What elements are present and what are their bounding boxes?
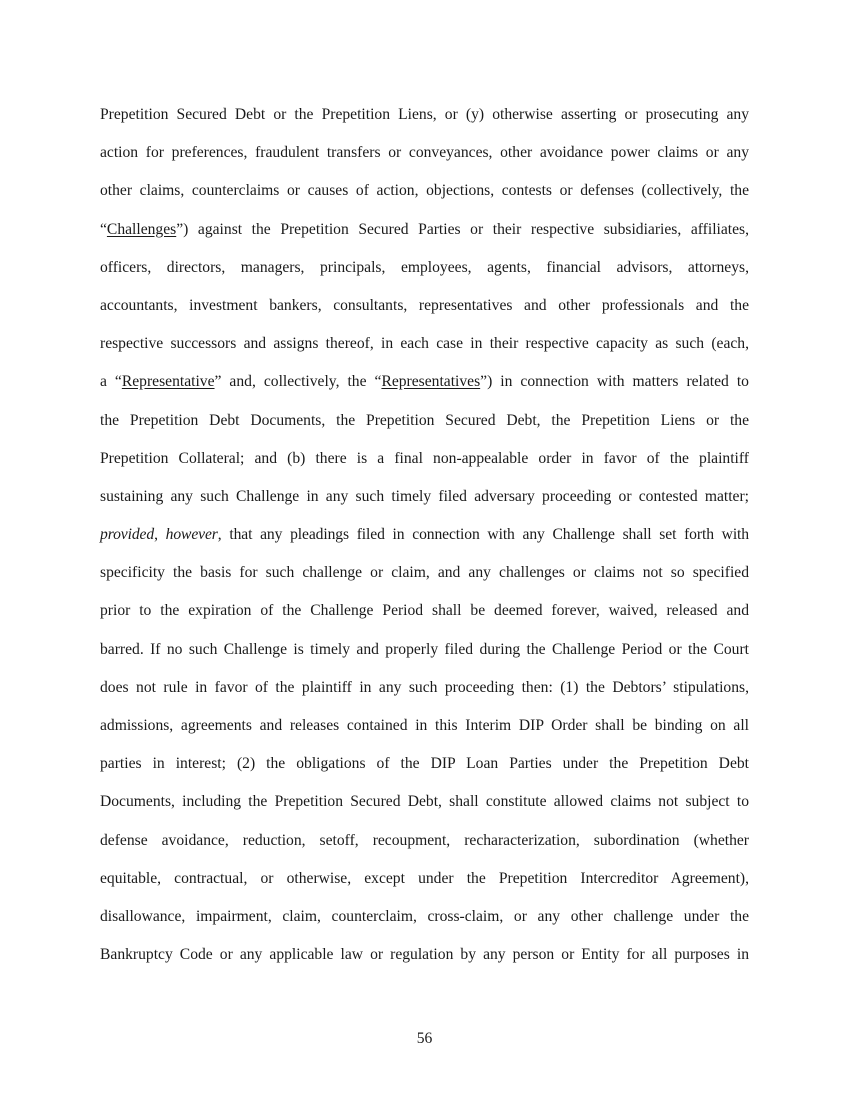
defined-term: Representative <box>121 373 215 391</box>
text-line <box>100 287 749 325</box>
text-line <box>100 211 749 249</box>
text-run: sustaining any such Challenge in any such timely filed adversary proceeding or contested matter; <box>100 487 749 505</box>
text-run: the Prepetition Debt Documents, the Prepetition Secured Debt, the Prepetition Liens or the <box>100 411 749 429</box>
text-run: ”) against the Prepetition Secured Parties or their respective subsidiaries, affiliates, <box>176 220 749 238</box>
text-run: Prepetition Secured Debt or the Prepetition Liens, or (y) otherwise asserting or prosecuting any <box>100 106 749 123</box>
text-run: admissions, agreements and releases contained in this Interim DIP Order shall be binding on all <box>100 717 749 734</box>
text-run: a “ <box>100 373 122 391</box>
text-run: , that any pleadings filed in connection with any Challenge shall set forth with <box>217 526 749 544</box>
text-run: Bankruptcy Code or any applicable law or regulation by any person or Entity for all purposes in <box>100 946 749 964</box>
text-line <box>100 783 749 821</box>
italic-term: however <box>165 526 218 544</box>
text-line <box>100 134 749 172</box>
text-line <box>100 822 749 860</box>
text-line <box>100 172 749 210</box>
text-line <box>100 898 749 936</box>
text-line <box>100 592 749 630</box>
text-run: ”) in connection with matters related to <box>480 373 749 391</box>
text-line <box>100 860 749 898</box>
text-line <box>100 96 749 134</box>
defined-term: Representatives <box>381 373 481 391</box>
text-run: parties in interest; (2) the obligations of the DIP Loan Parties under the Prepetition Debt <box>100 755 749 773</box>
text-line <box>100 516 749 554</box>
text-run: other claims, counterclaims or causes of action, objections, contests or defenses (collectively, the <box>100 182 749 200</box>
text-run: prior to the expiration of the Challenge Period shall be deemed forever, waived, released and <box>100 602 749 620</box>
page-number: 56 <box>416 1030 433 1047</box>
text-line <box>100 249 749 287</box>
text-run: equitable, contractual, or otherwise, except under the Prepetition Intercreditor Agreement), <box>100 869 749 887</box>
italic-term: provided <box>100 526 155 544</box>
text-line <box>100 363 749 401</box>
text-run: specificity the basis for such challenge or claim, and any challenges or claims not so specified <box>100 564 749 582</box>
text-run: , <box>154 526 166 544</box>
text-line <box>100 631 749 669</box>
text-run: defense avoidance, reduction, setoff, recoupment, recharacterization, subordination (whether <box>100 831 749 849</box>
text-run: officers, directors, managers, principals, employees, agents, financial advisors, attorneys, <box>100 258 749 276</box>
text-run: respective successors and assigns thereof, in each case in their respective capacity as such (each, <box>100 335 749 353</box>
text-line <box>100 936 749 974</box>
text-line <box>100 402 749 440</box>
text-run: ” and, collectively, the “ <box>214 373 382 391</box>
text-run: accountants, investment bankers, consultants, representatives and other professionals and the <box>100 296 749 314</box>
body-paragraph <box>100 96 749 974</box>
text-line <box>100 478 749 516</box>
text-run: Documents, including the Prepetition Secured Debt, shall constitute allowed claims not subject to <box>100 793 749 811</box>
text-line <box>100 745 749 783</box>
text-run: barred. If no such Challenge is timely and properly filed during the Challenge Period or the Court <box>100 640 749 658</box>
text-line <box>100 440 749 478</box>
text-run: does not rule in favor of the plaintiff in any such proceeding then: (1) the Debtors’ stipulations, <box>100 678 749 696</box>
text-run: action for preferences, fraudulent transfers or conveyances, other avoidance power claims or any <box>100 144 749 162</box>
text-line <box>100 554 749 592</box>
text-run: disallowance, impairment, claim, counterclaim, cross-claim, or any other challenge under the <box>100 907 749 925</box>
text-line <box>100 707 749 745</box>
text-line <box>100 325 749 363</box>
text-line <box>100 669 749 707</box>
text-run: Prepetition Collateral; and (b) there is a final non-appealable order in favor of the plaintiff <box>100 449 749 467</box>
defined-term: Challenges <box>106 220 177 238</box>
text-run: “ <box>100 220 107 238</box>
